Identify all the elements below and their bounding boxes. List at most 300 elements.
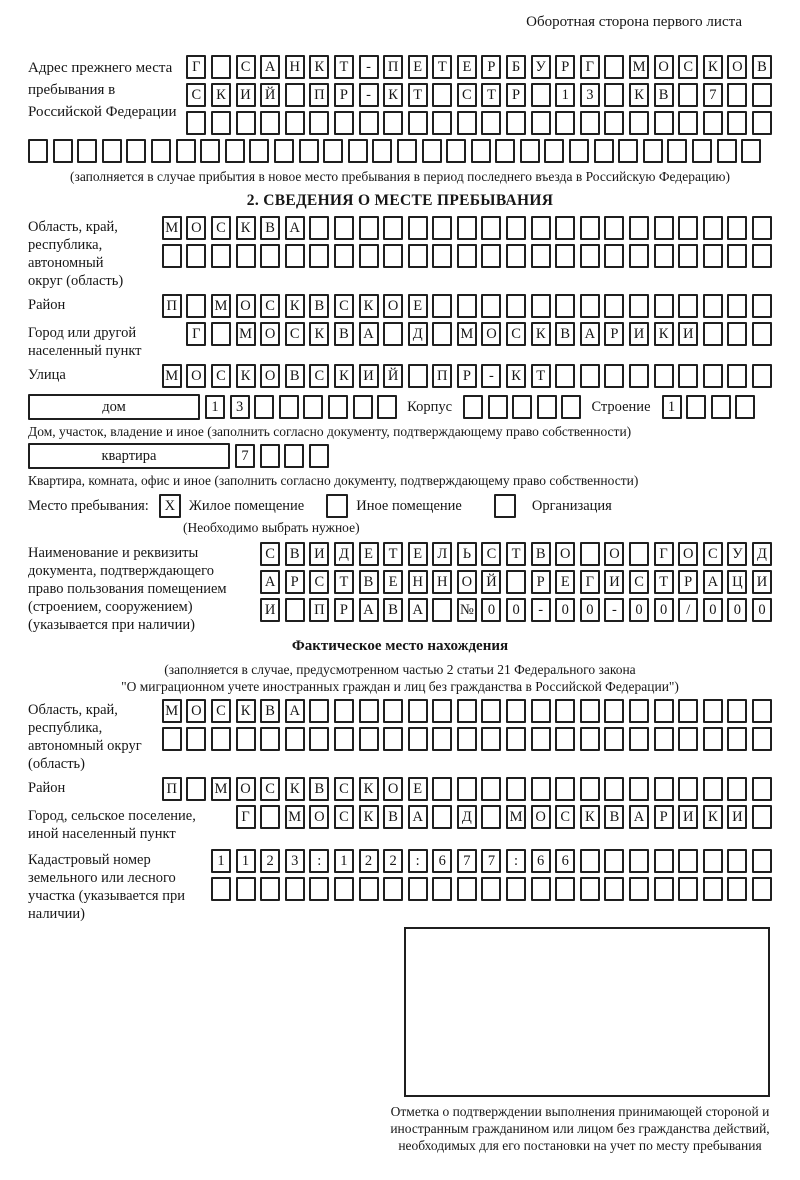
form-cell[interactable]	[580, 699, 600, 723]
form-cell[interactable]	[580, 849, 600, 873]
form-cell[interactable]	[555, 216, 575, 240]
form-cell[interactable]	[432, 216, 452, 240]
form-cell[interactable]: 0	[654, 598, 674, 622]
form-cell[interactable]	[408, 216, 428, 240]
form-cell[interactable]	[752, 294, 772, 318]
form-cell[interactable]	[703, 727, 723, 751]
form-cell[interactable]: Д	[752, 542, 772, 566]
form-cell[interactable]: С	[629, 570, 649, 594]
form-cell[interactable]	[285, 598, 305, 622]
form-cell[interactable]	[717, 139, 737, 163]
form-cell[interactable]: Г	[186, 55, 206, 79]
form-cell[interactable]	[432, 83, 452, 107]
form-cell[interactable]	[727, 877, 747, 901]
form-cell[interactable]: С	[236, 55, 256, 79]
form-cell[interactable]	[555, 244, 575, 268]
form-cell[interactable]	[531, 83, 551, 107]
form-cell[interactable]	[186, 294, 206, 318]
form-cell[interactable]	[531, 244, 551, 268]
form-cell[interactable]: К	[309, 55, 329, 79]
form-cell[interactable]: Е	[383, 570, 403, 594]
form-cell[interactable]: В	[285, 364, 305, 388]
form-cell[interactable]	[629, 877, 649, 901]
form-cell[interactable]	[752, 727, 772, 751]
form-cell[interactable]: И	[309, 542, 329, 566]
form-cell[interactable]: О	[383, 294, 403, 318]
form-cell[interactable]: К	[531, 322, 551, 346]
form-cell[interactable]: -	[359, 83, 379, 107]
form-cell[interactable]	[654, 777, 674, 801]
form-cell[interactable]	[555, 699, 575, 723]
checkbox-zhiloe-pomeshchenie[interactable]: X	[159, 494, 181, 518]
form-cell[interactable]	[353, 395, 373, 419]
form-cell[interactable]	[727, 244, 747, 268]
form-cell[interactable]: К	[236, 364, 256, 388]
form-cell[interactable]: -	[531, 598, 551, 622]
form-cell[interactable]: В	[531, 542, 551, 566]
form-cell[interactable]	[629, 111, 649, 135]
form-cell[interactable]	[471, 139, 491, 163]
form-cell[interactable]: П	[432, 364, 452, 388]
form-cell[interactable]	[211, 55, 231, 79]
form-cell[interactable]	[678, 877, 698, 901]
form-cell[interactable]: Р	[531, 570, 551, 594]
form-cell[interactable]	[703, 111, 723, 135]
form-cell[interactable]: П	[383, 55, 403, 79]
form-cell[interactable]: С	[334, 777, 354, 801]
form-cell[interactable]	[481, 294, 501, 318]
form-cell[interactable]	[604, 83, 624, 107]
form-cell[interactable]	[580, 364, 600, 388]
form-cell[interactable]	[580, 877, 600, 901]
form-cell[interactable]	[604, 777, 624, 801]
form-cell[interactable]	[727, 849, 747, 873]
form-cell[interactable]: В	[334, 322, 354, 346]
form-cell[interactable]: С	[260, 777, 280, 801]
form-cell[interactable]	[580, 542, 600, 566]
form-cell[interactable]	[260, 111, 280, 135]
form-cell[interactable]: 3	[230, 395, 250, 419]
form-cell[interactable]	[432, 111, 452, 135]
form-cell[interactable]	[735, 395, 755, 419]
form-cell[interactable]	[186, 111, 206, 135]
form-cell[interactable]	[186, 777, 206, 801]
form-cell[interactable]: 0	[752, 598, 772, 622]
form-cell[interactable]	[580, 216, 600, 240]
form-cell[interactable]	[752, 699, 772, 723]
form-cell[interactable]	[629, 777, 649, 801]
form-cell[interactable]	[654, 244, 674, 268]
form-cell[interactable]: А	[359, 322, 379, 346]
form-cell[interactable]	[703, 777, 723, 801]
form-cell[interactable]	[211, 244, 231, 268]
form-cell[interactable]: А	[703, 570, 723, 594]
form-cell[interactable]	[309, 699, 329, 723]
form-cell[interactable]	[408, 699, 428, 723]
form-cell[interactable]	[654, 849, 674, 873]
form-cell[interactable]: А	[408, 805, 428, 829]
form-cell[interactable]	[555, 111, 575, 135]
form-cell[interactable]	[285, 877, 305, 901]
form-cell[interactable]	[488, 395, 508, 419]
form-cell[interactable]: И	[678, 322, 698, 346]
form-cell[interactable]	[408, 244, 428, 268]
form-cell[interactable]: 1	[236, 849, 256, 873]
form-cell[interactable]: М	[162, 364, 182, 388]
form-cell[interactable]: Г	[580, 55, 600, 79]
form-cell[interactable]	[654, 111, 674, 135]
form-cell[interactable]	[446, 139, 466, 163]
form-cell[interactable]: М	[236, 322, 256, 346]
form-cell[interactable]	[678, 727, 698, 751]
form-cell[interactable]	[654, 727, 674, 751]
form-cell[interactable]: 7	[703, 83, 723, 107]
form-cell[interactable]	[254, 395, 274, 419]
form-cell[interactable]: 1	[662, 395, 682, 419]
form-cell[interactable]: Р	[604, 322, 624, 346]
form-cell[interactable]: Г	[186, 322, 206, 346]
form-cell[interactable]: В	[383, 805, 403, 829]
form-cell[interactable]: О	[236, 294, 256, 318]
form-cell[interactable]	[531, 216, 551, 240]
form-cell[interactable]: К	[334, 364, 354, 388]
form-cell[interactable]	[531, 877, 551, 901]
form-cell[interactable]	[618, 139, 638, 163]
form-cell[interactable]	[604, 294, 624, 318]
form-cell[interactable]: А	[260, 570, 280, 594]
form-cell[interactable]: С	[285, 322, 305, 346]
form-cell[interactable]	[481, 699, 501, 723]
form-cell[interactable]	[752, 364, 772, 388]
form-cell[interactable]: М	[457, 322, 477, 346]
form-cell[interactable]: К	[654, 322, 674, 346]
form-cell[interactable]	[604, 111, 624, 135]
form-cell[interactable]: Р	[334, 598, 354, 622]
form-cell[interactable]: Р	[334, 83, 354, 107]
form-cell[interactable]: С	[506, 322, 526, 346]
form-cell[interactable]	[457, 111, 477, 135]
form-cell[interactable]	[309, 444, 329, 468]
form-cell[interactable]	[537, 395, 557, 419]
form-cell[interactable]	[422, 139, 442, 163]
form-cell[interactable]: К	[359, 777, 379, 801]
form-cell[interactable]	[531, 111, 551, 135]
form-cell[interactable]	[604, 55, 624, 79]
form-cell[interactable]: О	[604, 542, 624, 566]
form-cell[interactable]	[309, 216, 329, 240]
form-cell[interactable]	[678, 111, 698, 135]
form-cell[interactable]: К	[359, 294, 379, 318]
form-cell[interactable]	[727, 322, 747, 346]
form-cell[interactable]	[629, 244, 649, 268]
form-cell[interactable]	[678, 849, 698, 873]
form-cell[interactable]	[555, 727, 575, 751]
form-cell[interactable]	[186, 727, 206, 751]
form-cell[interactable]	[654, 877, 674, 901]
form-cell[interactable]: О	[309, 805, 329, 829]
form-cell[interactable]	[309, 111, 329, 135]
form-cell[interactable]	[654, 216, 674, 240]
form-cell[interactable]: О	[531, 805, 551, 829]
form-cell[interactable]	[481, 244, 501, 268]
form-cell[interactable]: О	[186, 699, 206, 723]
form-cell[interactable]	[397, 139, 417, 163]
form-cell[interactable]: Т	[334, 570, 354, 594]
form-cell[interactable]: С	[260, 294, 280, 318]
form-cell[interactable]	[629, 216, 649, 240]
form-cell[interactable]: О	[481, 322, 501, 346]
form-cell[interactable]: 7	[481, 849, 501, 873]
form-cell[interactable]	[334, 699, 354, 723]
form-cell[interactable]: И	[260, 598, 280, 622]
form-cell[interactable]: 2	[383, 849, 403, 873]
form-cell[interactable]	[260, 444, 280, 468]
form-cell[interactable]: Б	[506, 55, 526, 79]
form-cell[interactable]	[151, 139, 171, 163]
form-cell[interactable]	[377, 395, 397, 419]
form-cell[interactable]	[569, 139, 589, 163]
form-cell[interactable]	[678, 244, 698, 268]
form-cell[interactable]	[383, 244, 403, 268]
form-cell[interactable]: 1	[205, 395, 225, 419]
form-cell[interactable]	[629, 699, 649, 723]
form-cell[interactable]: В	[752, 55, 772, 79]
form-cell[interactable]: О	[236, 777, 256, 801]
form-cell[interactable]: В	[260, 699, 280, 723]
checkbox-inoe-pomeshchenie[interactable]	[326, 494, 348, 518]
form-cell[interactable]: Т	[432, 55, 452, 79]
form-cell[interactable]	[432, 322, 452, 346]
form-cell[interactable]: В	[260, 216, 280, 240]
form-cell[interactable]: 0	[580, 598, 600, 622]
form-cell[interactable]: К	[703, 805, 723, 829]
form-cell[interactable]: В	[654, 83, 674, 107]
form-cell[interactable]	[752, 111, 772, 135]
form-cell[interactable]: Т	[334, 55, 354, 79]
form-cell[interactable]	[580, 111, 600, 135]
form-cell[interactable]	[643, 139, 663, 163]
form-cell[interactable]	[506, 111, 526, 135]
form-cell[interactable]	[126, 139, 146, 163]
form-cell[interactable]: У	[727, 542, 747, 566]
form-cell[interactable]: С	[457, 83, 477, 107]
form-cell[interactable]: И	[678, 805, 698, 829]
form-cell[interactable]	[236, 877, 256, 901]
form-cell[interactable]	[752, 805, 772, 829]
form-cell[interactable]: К	[629, 83, 649, 107]
form-cell[interactable]: С	[309, 364, 329, 388]
form-cell[interactable]	[544, 139, 564, 163]
form-cell[interactable]	[711, 395, 731, 419]
form-cell[interactable]: Г	[236, 805, 256, 829]
form-cell[interactable]: А	[260, 55, 280, 79]
form-cell[interactable]: О	[260, 364, 280, 388]
form-cell[interactable]	[604, 727, 624, 751]
form-cell[interactable]: Н	[408, 570, 428, 594]
form-cell[interactable]: А	[580, 322, 600, 346]
form-cell[interactable]	[457, 699, 477, 723]
form-cell[interactable]: М	[162, 216, 182, 240]
form-cell[interactable]	[506, 570, 526, 594]
form-cell[interactable]: 3	[580, 83, 600, 107]
form-cell[interactable]	[654, 294, 674, 318]
form-cell[interactable]	[236, 244, 256, 268]
form-cell[interactable]: М	[211, 777, 231, 801]
form-cell[interactable]	[495, 139, 515, 163]
form-cell[interactable]: И	[359, 364, 379, 388]
form-cell[interactable]	[654, 699, 674, 723]
form-cell[interactable]	[285, 244, 305, 268]
form-cell[interactable]	[555, 877, 575, 901]
form-cell[interactable]	[727, 294, 747, 318]
form-cell[interactable]	[752, 777, 772, 801]
form-cell[interactable]	[457, 727, 477, 751]
form-cell[interactable]: К	[236, 699, 256, 723]
form-cell[interactable]: Р	[457, 364, 477, 388]
form-cell[interactable]: :	[309, 849, 329, 873]
form-cell[interactable]: Е	[555, 570, 575, 594]
form-cell[interactable]: С	[211, 699, 231, 723]
form-cell[interactable]	[481, 216, 501, 240]
form-cell[interactable]	[383, 111, 403, 135]
form-cell[interactable]: В	[309, 777, 329, 801]
checkbox-organizatsiya[interactable]	[494, 494, 516, 518]
form-cell[interactable]	[752, 83, 772, 107]
form-cell[interactable]	[741, 139, 761, 163]
form-cell[interactable]	[260, 244, 280, 268]
form-cell[interactable]: /	[678, 598, 698, 622]
form-cell[interactable]	[260, 727, 280, 751]
form-cell[interactable]	[383, 322, 403, 346]
form-cell[interactable]	[211, 322, 231, 346]
form-cell[interactable]: О	[678, 542, 698, 566]
form-cell[interactable]: К	[211, 83, 231, 107]
form-cell[interactable]: 0	[506, 598, 526, 622]
form-cell[interactable]	[481, 805, 501, 829]
form-cell[interactable]: :	[506, 849, 526, 873]
form-cell[interactable]	[727, 83, 747, 107]
form-cell[interactable]	[703, 849, 723, 873]
form-cell[interactable]	[594, 139, 614, 163]
form-cell[interactable]	[555, 777, 575, 801]
form-cell[interactable]	[686, 395, 706, 419]
form-cell[interactable]	[334, 244, 354, 268]
form-cell[interactable]: И	[629, 322, 649, 346]
form-cell[interactable]	[692, 139, 712, 163]
form-cell[interactable]	[309, 244, 329, 268]
form-cell[interactable]	[408, 111, 428, 135]
form-cell[interactable]: Р	[555, 55, 575, 79]
form-cell[interactable]	[432, 598, 452, 622]
form-cell[interactable]: П	[309, 83, 329, 107]
form-cell[interactable]	[703, 244, 723, 268]
form-cell[interactable]: Е	[408, 777, 428, 801]
form-cell[interactable]: 2	[359, 849, 379, 873]
form-cell[interactable]: О	[654, 55, 674, 79]
form-cell[interactable]	[703, 216, 723, 240]
form-cell[interactable]	[481, 877, 501, 901]
form-cell[interactable]	[727, 216, 747, 240]
form-cell[interactable]	[328, 395, 348, 419]
form-cell[interactable]	[678, 699, 698, 723]
form-cell[interactable]	[667, 139, 687, 163]
form-cell[interactable]	[604, 216, 624, 240]
form-cell[interactable]	[211, 877, 231, 901]
form-cell[interactable]	[383, 699, 403, 723]
form-cell[interactable]: А	[629, 805, 649, 829]
form-cell[interactable]: К	[506, 364, 526, 388]
form-cell[interactable]	[285, 111, 305, 135]
form-cell[interactable]: Р	[678, 570, 698, 594]
form-cell[interactable]	[162, 727, 182, 751]
form-cell[interactable]: О	[727, 55, 747, 79]
form-cell[interactable]	[752, 877, 772, 901]
form-cell[interactable]: Р	[285, 570, 305, 594]
form-cell[interactable]: 1	[211, 849, 231, 873]
form-cell[interactable]	[481, 727, 501, 751]
form-cell[interactable]: -	[604, 598, 624, 622]
form-cell[interactable]: 0	[727, 598, 747, 622]
form-cell[interactable]	[531, 294, 551, 318]
form-cell[interactable]	[28, 139, 48, 163]
form-cell[interactable]: С	[678, 55, 698, 79]
form-cell[interactable]: 6	[531, 849, 551, 873]
form-cell[interactable]	[284, 444, 304, 468]
form-cell[interactable]	[580, 294, 600, 318]
form-cell[interactable]: -	[481, 364, 501, 388]
form-cell[interactable]: С	[555, 805, 575, 829]
form-cell[interactable]: К	[309, 322, 329, 346]
form-cell[interactable]	[53, 139, 73, 163]
form-cell[interactable]: 7	[235, 444, 255, 468]
form-cell[interactable]	[359, 216, 379, 240]
form-cell[interactable]	[604, 849, 624, 873]
form-cell[interactable]	[752, 244, 772, 268]
form-cell[interactable]: С	[260, 542, 280, 566]
form-cell[interactable]	[249, 139, 269, 163]
form-cell[interactable]	[299, 139, 319, 163]
form-cell[interactable]	[359, 244, 379, 268]
form-cell[interactable]	[432, 877, 452, 901]
form-cell[interactable]: С	[703, 542, 723, 566]
form-cell[interactable]	[703, 699, 723, 723]
form-cell[interactable]	[383, 216, 403, 240]
form-cell[interactable]	[703, 322, 723, 346]
form-cell[interactable]	[309, 877, 329, 901]
form-cell[interactable]: 0	[555, 598, 575, 622]
form-cell[interactable]: О	[260, 322, 280, 346]
form-cell[interactable]	[506, 699, 526, 723]
form-cell[interactable]: У	[531, 55, 551, 79]
form-cell[interactable]	[323, 139, 343, 163]
form-cell[interactable]: Д	[334, 542, 354, 566]
form-cell[interactable]: 6	[432, 849, 452, 873]
form-cell[interactable]	[678, 777, 698, 801]
form-cell[interactable]	[727, 699, 747, 723]
form-cell[interactable]: К	[703, 55, 723, 79]
form-cell[interactable]: Й	[383, 364, 403, 388]
form-cell[interactable]	[629, 727, 649, 751]
form-cell[interactable]: 1	[334, 849, 354, 873]
form-cell[interactable]	[580, 727, 600, 751]
form-cell[interactable]: В	[604, 805, 624, 829]
form-cell[interactable]	[408, 727, 428, 751]
form-cell[interactable]: :	[408, 849, 428, 873]
form-cell[interactable]	[703, 877, 723, 901]
form-cell[interactable]: Д	[457, 805, 477, 829]
form-cell[interactable]: №	[457, 598, 477, 622]
form-cell[interactable]: Т	[506, 542, 526, 566]
